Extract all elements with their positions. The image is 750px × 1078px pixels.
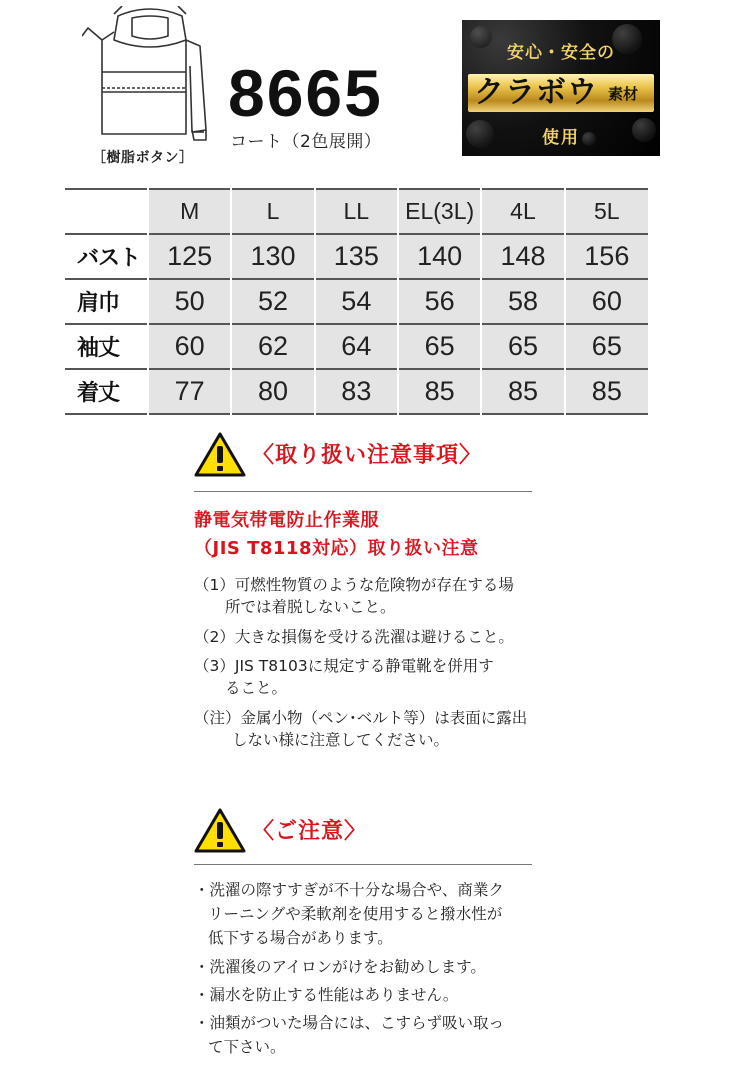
table-cell: 56 [398,279,481,324]
item-number: （1） [194,576,235,594]
table-cell: 140 [398,234,481,279]
list-item [194,955,539,979]
table-cell: 135 [315,234,398,279]
item-number: （注） [194,709,241,727]
table-cell: 58 [481,279,564,324]
table-cell: 80 [231,369,314,414]
warning-triangle-icon [194,432,246,478]
item-text: 金属小物（ペン･ベルト等）は表面に露出 [240,709,528,727]
table-cell: 65 [565,324,648,369]
table-cell: 85 [565,369,648,414]
badge-material-text: 素材 [608,85,639,103]
divider [194,491,532,492]
divider [194,864,532,865]
badge-top-text: 安心・安全の [507,43,615,63]
table-cell: 85 [481,369,564,414]
table-cell: 54 [315,279,398,324]
item-text-continued: しない様に注意してください。 [232,731,450,749]
table-cell: 156 [565,234,648,279]
item-text: ・洗濯後のアイロンがけをお勧めします。 [194,958,486,976]
item-number: （2） [194,628,235,646]
item-text: ・洗濯の際すすぎが不十分な場合や、商業ク [194,881,504,899]
handling-subtitle-1: 静電気帯電防止作業服 [194,510,379,531]
item-text-continued: リーニングや柔軟剤を使用すると撥水性が [208,905,503,923]
item-text: 大きな損傷を受ける洗濯は避けること。 [234,628,514,646]
row-label: 袖丈 [65,324,148,369]
size-header-row [65,189,648,234]
model-number: 8665 [228,56,383,130]
table-cell: 65 [398,324,481,369]
table-cell: 64 [315,324,398,369]
size-header-cell: L [231,189,314,234]
list-item [194,655,539,699]
table-cell: 60 [565,279,648,324]
table-cell: 130 [231,234,314,279]
table-cell: 77 [148,369,231,414]
handling-title: 〈取り扱い注意事項〉 [252,443,483,468]
table-corner-cell [65,189,148,234]
badge-brand-name: クラボウ [474,75,598,110]
size-header-cell: 5L [565,189,648,234]
coat-back-illustration-icon [82,6,212,146]
table-cell: 148 [481,234,564,279]
table-row [65,369,648,414]
list-item [194,626,539,648]
item-text-continued: て下さい。 [208,1038,286,1056]
item-text: ・油類がついた場合には、こすらず吸い取っ [194,1014,505,1032]
item-number: （3） [194,657,235,675]
item-text-continued: ること。 [225,679,288,697]
item-text: JIS T8103に規定する静電靴を併用す [234,657,494,675]
size-header-cell: EL(3L) [398,189,481,234]
table-row [65,279,648,324]
resin-button-caption: ［樹脂ボタン］ [92,150,194,166]
item-text: ・漏水を防止する性能はありません。 [194,986,459,1004]
badge-bottom-text: 使用 [542,128,580,148]
row-label: 肩巾 [65,279,148,324]
table-cell: 52 [231,279,314,324]
size-header-cell: M [148,189,231,234]
table-cell: 60 [148,324,231,369]
kurabo-material-badge [462,20,660,156]
list-item [194,574,539,618]
table-cell: 125 [148,234,231,279]
table-cell: 85 [398,369,481,414]
row-label: バスト [65,234,148,279]
table-cell: 62 [231,324,314,369]
table-row [65,234,648,279]
item-text-continued: 低下する場合があります。 [208,929,393,947]
list-item [194,878,539,950]
item-text: 可燃性物質のような危険物が存在する場 [234,576,514,594]
caution-title: 〈ご注意〉 [252,819,368,844]
table-cell: 83 [315,369,398,414]
table-cell: 50 [148,279,231,324]
model-subtitle: コート（2色展開） [230,132,382,152]
size-table [65,188,648,415]
list-item [194,983,539,1007]
warning-triangle-icon [194,808,246,854]
table-cell: 65 [481,324,564,369]
list-item [194,707,539,751]
table-row [65,324,648,369]
size-header-cell: LL [315,189,398,234]
item-text-continued: 所では着脱しないこと。 [225,598,396,616]
list-item [194,1011,539,1059]
row-label: 着丈 [65,369,148,414]
size-header-cell: 4L [481,189,564,234]
handling-subtitle-2: （JIS T8118対応）取り扱い注意 [194,538,479,559]
